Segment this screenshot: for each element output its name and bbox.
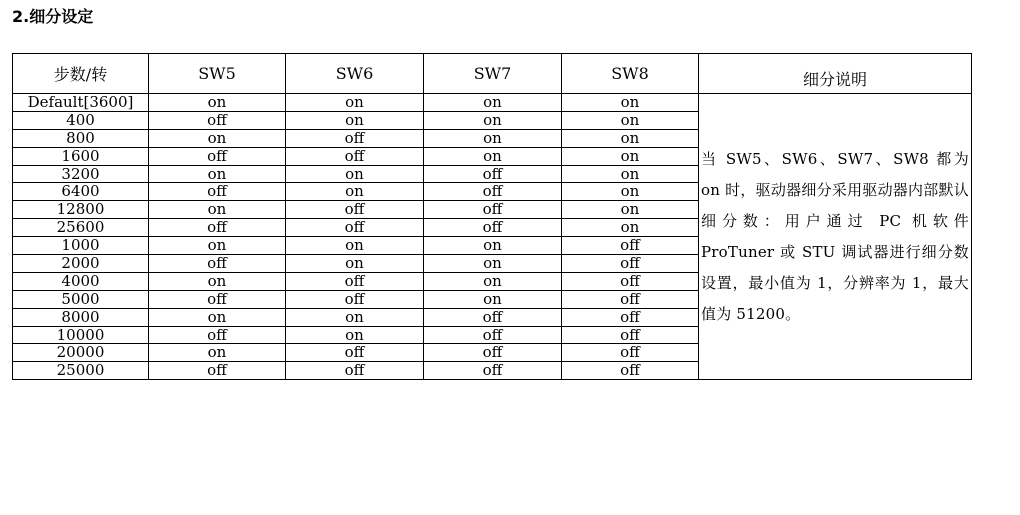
sw5-cell: off xyxy=(149,255,286,273)
sw8-cell: off xyxy=(562,344,699,362)
sw6-cell: on xyxy=(286,237,424,255)
sw7-cell: on xyxy=(424,147,562,165)
steps-cell: 2000 xyxy=(13,255,149,273)
header-steps-per-rev: 步数/转 xyxy=(13,54,149,94)
sw7-cell: off xyxy=(424,308,562,326)
sw7-cell: off xyxy=(424,219,562,237)
header-sw8: SW8 xyxy=(562,54,699,94)
sw6-cell: off xyxy=(286,362,424,380)
sw5-cell: off xyxy=(149,111,286,129)
sw5-cell: on xyxy=(149,237,286,255)
sw5-cell: on xyxy=(149,129,286,147)
sw7-cell: on xyxy=(424,272,562,290)
sw5-cell: off xyxy=(149,147,286,165)
sw5-cell: off xyxy=(149,183,286,201)
steps-cell: 800 xyxy=(13,129,149,147)
sw5-cell: on xyxy=(149,94,286,112)
sw8-cell: on xyxy=(562,201,699,219)
table-header-row xyxy=(13,54,972,94)
sw5-cell: on xyxy=(149,308,286,326)
sw6-cell: on xyxy=(286,111,424,129)
sw5-cell: off xyxy=(149,326,286,344)
table-body xyxy=(13,94,972,380)
section-title: 2.细分设定 xyxy=(12,7,94,26)
sw7-cell: on xyxy=(424,255,562,273)
sw5-cell: off xyxy=(149,362,286,380)
sw8-cell: on xyxy=(562,94,699,112)
steps-cell: 10000 xyxy=(13,326,149,344)
sw8-cell: off xyxy=(562,326,699,344)
sw8-cell: on xyxy=(562,129,699,147)
sw8-cell: on xyxy=(562,183,699,201)
sw8-cell: off xyxy=(562,237,699,255)
sw5-cell: on xyxy=(149,272,286,290)
description-cell xyxy=(699,94,972,380)
header-sw7: SW7 xyxy=(424,54,562,94)
sw6-cell: on xyxy=(286,326,424,344)
sw6-cell: on xyxy=(286,94,424,112)
sw7-cell: off xyxy=(424,183,562,201)
sw6-cell: off xyxy=(286,201,424,219)
steps-cell: 6400 xyxy=(13,183,149,201)
sw8-cell: on xyxy=(562,219,699,237)
sw7-cell: on xyxy=(424,290,562,308)
sw7-cell: off xyxy=(424,362,562,380)
sw6-cell: on xyxy=(286,308,424,326)
sw6-cell: off xyxy=(286,147,424,165)
sw8-cell: off xyxy=(562,362,699,380)
sw8-cell: on xyxy=(562,147,699,165)
header-description: 细分说明 xyxy=(699,54,972,94)
sw7-cell: off xyxy=(424,201,562,219)
steps-cell: 1600 xyxy=(13,147,149,165)
sw7-cell: off xyxy=(424,165,562,183)
sw8-cell: off xyxy=(562,290,699,308)
sw6-cell: off xyxy=(286,272,424,290)
sw6-cell: on xyxy=(286,183,424,201)
sw8-cell: on xyxy=(562,111,699,129)
sw5-cell: on xyxy=(149,165,286,183)
sw6-cell: off xyxy=(286,344,424,362)
steps-cell: 25600 xyxy=(13,219,149,237)
sw7-cell: off xyxy=(424,344,562,362)
sw7-cell: on xyxy=(424,237,562,255)
sw6-cell: off xyxy=(286,129,424,147)
sw8-cell: off xyxy=(562,308,699,326)
sw8-cell: off xyxy=(562,272,699,290)
sw5-cell: off xyxy=(149,219,286,237)
steps-cell: 4000 xyxy=(13,272,149,290)
sw5-cell: off xyxy=(149,290,286,308)
sw7-cell: on xyxy=(424,111,562,129)
steps-cell: 5000 xyxy=(13,290,149,308)
steps-cell: 3200 xyxy=(13,165,149,183)
sw6-cell: off xyxy=(286,290,424,308)
sw5-cell: on xyxy=(149,201,286,219)
steps-cell: 8000 xyxy=(13,308,149,326)
steps-cell: 1000 xyxy=(13,237,149,255)
sw6-cell: off xyxy=(286,219,424,237)
table-row xyxy=(13,94,972,112)
steps-cell: 20000 xyxy=(13,344,149,362)
sw6-cell: on xyxy=(286,165,424,183)
sw8-cell: off xyxy=(562,255,699,273)
sw5-cell: on xyxy=(149,344,286,362)
sw7-cell: on xyxy=(424,129,562,147)
microstep-settings-table xyxy=(12,53,972,380)
description-text: 当 SW5、SW6、SW7、SW8 都为 on 时，驱动器细分采用驱动器内部默认细分数：用户通过 PC 机软件 ProTuner 或 STU 调试器进行细分数设置，最小值为 1，分辨率为 1，最大值为 51200。 xyxy=(701,149,969,323)
steps-cell: Default[3600] xyxy=(13,94,149,112)
sw6-cell: on xyxy=(286,255,424,273)
sw8-cell: on xyxy=(562,165,699,183)
steps-cell: 12800 xyxy=(13,201,149,219)
header-sw5: SW5 xyxy=(149,54,286,94)
sw7-cell: on xyxy=(424,94,562,112)
steps-cell: 25000 xyxy=(13,362,149,380)
sw7-cell: off xyxy=(424,326,562,344)
steps-cell: 400 xyxy=(13,111,149,129)
header-sw6: SW6 xyxy=(286,54,424,94)
